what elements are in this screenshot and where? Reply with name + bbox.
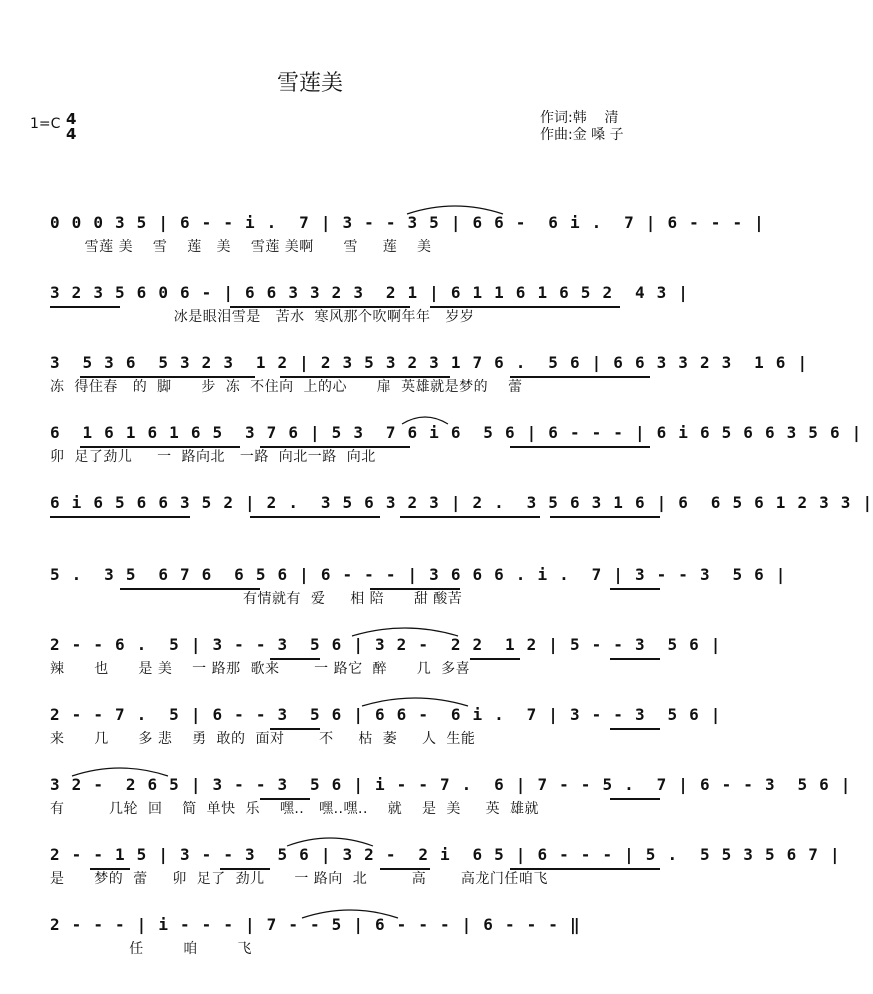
- underline-beam: [610, 798, 660, 800]
- underline-beam: [610, 658, 660, 660]
- key-signature: 1=C: [30, 116, 61, 132]
- song-title: 雪莲美: [276, 71, 343, 96]
- score-system-1: [50, 210, 765, 270]
- slur-mark: [350, 624, 460, 638]
- notation-line: 2 - - 6 . 5 | 3 - - 3 5 6 | 3 2 - 2 2 1 2 | 5 - - 3 5 6 |: [50, 635, 722, 654]
- score-system-10: [50, 842, 841, 902]
- underline-beam: [50, 516, 190, 518]
- underline-beam: [270, 728, 320, 730]
- lyricist-credit: 作词:韩 清: [540, 110, 619, 126]
- underline-beam: [280, 376, 450, 378]
- underline-beam: [380, 868, 430, 870]
- underline-beam: [510, 446, 650, 448]
- score-system-11: [50, 912, 662, 972]
- slur-mark: [400, 414, 450, 426]
- notation-line: 3 2 3 5 6 0 6 - | 6 6 3 3 2 3 2 1 | 6 1 1 6 1 6 5 2 4 3 |: [50, 283, 690, 302]
- lyric-line: 雪莲 美 雪 莲 美 雪莲 美啊 雪 莲 美: [50, 239, 432, 255]
- underline-beam: [260, 798, 310, 800]
- underline-beam: [260, 446, 410, 448]
- lyric-line: 有 几轮 回 简 单快 乐 嘿.. 嘿..嘿.. 就 是 美 英 雄就: [50, 801, 540, 817]
- notation-line: 3 5 3 6 5 3 2 3 1 2 | 2 3 5 3 2 3 1 7 6 . 5 6 | 6 6 3 3 2 3 1 6 |: [50, 353, 809, 372]
- lyric-line: 卯 足了劲儿 一 路向北 一路 向北一路 向北: [50, 449, 376, 465]
- underline-beam: [250, 516, 380, 518]
- score-system-8: [50, 702, 722, 762]
- underline-beam: [510, 868, 660, 870]
- time-signature-top: 4: [66, 110, 77, 128]
- underline-beam: [400, 516, 540, 518]
- slur-mark: [70, 764, 170, 778]
- lyric-line: 冰是眼泪雪是 苦水 寒风那个吹啊年年 岁岁: [50, 309, 475, 325]
- slur-mark: [285, 834, 375, 848]
- underline-beam: [90, 868, 130, 870]
- composer-credit: 作曲:金 嗓 子: [540, 127, 624, 143]
- underline-beam: [80, 376, 255, 378]
- notation-line: 2 - - 1 5 | 3 - - 3 5 6 | 3 2 - 2 i 6 5 | 6 - - - | 5 . 5 5 3 5 6 7 |: [50, 845, 841, 864]
- slur-mark: [405, 202, 505, 216]
- notation-line: 6 1 6 1 6 1 6 5 3 7 6 | 5 3 7 6 i 6 5 6 | 6 - - - | 6 i 6 5 6 6 3 5 6 |: [50, 423, 863, 442]
- notation-line: 2 - - 7 . 5 | 6 - - 3 5 6 | 6 6 - 6 i . 7 | 3 - - 3 5 6 |: [50, 705, 722, 724]
- score-system-7: [50, 632, 722, 692]
- underline-beam: [120, 588, 260, 590]
- underline-beam: [80, 446, 240, 448]
- time-signature-bottom: 4: [66, 125, 77, 143]
- score-system-2: [50, 280, 690, 340]
- lyric-line: 辣 也 是 美 一 路那 歌来 一 路它 醉 几 多喜: [50, 661, 471, 677]
- credits: [540, 110, 624, 144]
- underline-beam: [550, 516, 660, 518]
- score-system-5: [50, 490, 873, 550]
- lyric-line: 任 咱 飞: [50, 941, 252, 957]
- slur-mark: [360, 694, 470, 708]
- notation-line: 3 2 - 2 6 5 | 3 - - 3 5 6 | i - - 7 . 6 | 7 - - 5 . 7 | 6 - - 3 5 6 |: [50, 775, 852, 794]
- underline-beam: [470, 658, 520, 660]
- underline-beam: [430, 306, 620, 308]
- score-system-3: [50, 350, 809, 410]
- lyric-line: 是 梦的 蕾 卯 足了 劲儿 一 路向 北 高 高龙门任咱飞: [50, 871, 548, 887]
- notation-line: 2 - - - | i - - - | 7 - - 5 | 6 - - - | 6 - - - ‖: [50, 915, 581, 934]
- score-system-4: [50, 420, 863, 480]
- notation-line: 0 0 0 3 5 | 6 - - i . 7 | 3 - - 3 5 | 6 6 - 6 i . 7 | 6 - - - |: [50, 213, 765, 232]
- slur-mark: [300, 906, 400, 920]
- time-signature: [66, 112, 76, 142]
- notation-line: 6 i 6 5 6 6 3 5 2 | 2 . 3 5 6 3 2 3 | 2 . 3 5 6 3 1 6 | 6 6 5 6 1 2 3 3 |: [50, 493, 873, 512]
- underline-beam: [230, 306, 410, 308]
- lyric-line: 冻 得住春 的 脚 步 冻 不住向 上的心 扉 英雄就是梦的 蕾: [50, 379, 523, 395]
- lyric-line: 来 几 多 悲 勇 敢的 面对 不 枯 萎 人 生能: [50, 731, 476, 747]
- underline-beam: [610, 728, 660, 730]
- lyric-line: 有情就有 爱 相 陪 甜 酸苦: [50, 591, 463, 607]
- underline-beam: [270, 658, 320, 660]
- score-system-9: [50, 772, 852, 832]
- underline-beam: [50, 306, 120, 308]
- underline-beam: [370, 588, 460, 590]
- underline-beam: [220, 868, 270, 870]
- score-system-6: [50, 562, 787, 622]
- underline-beam: [510, 376, 650, 378]
- notation-line: 5 . 3 5 6 7 6 6 5 6 | 6 - - - | 3 6 6 6 . i . 7 | 3 - - 3 5 6 |: [50, 565, 787, 584]
- underline-beam: [610, 588, 660, 590]
